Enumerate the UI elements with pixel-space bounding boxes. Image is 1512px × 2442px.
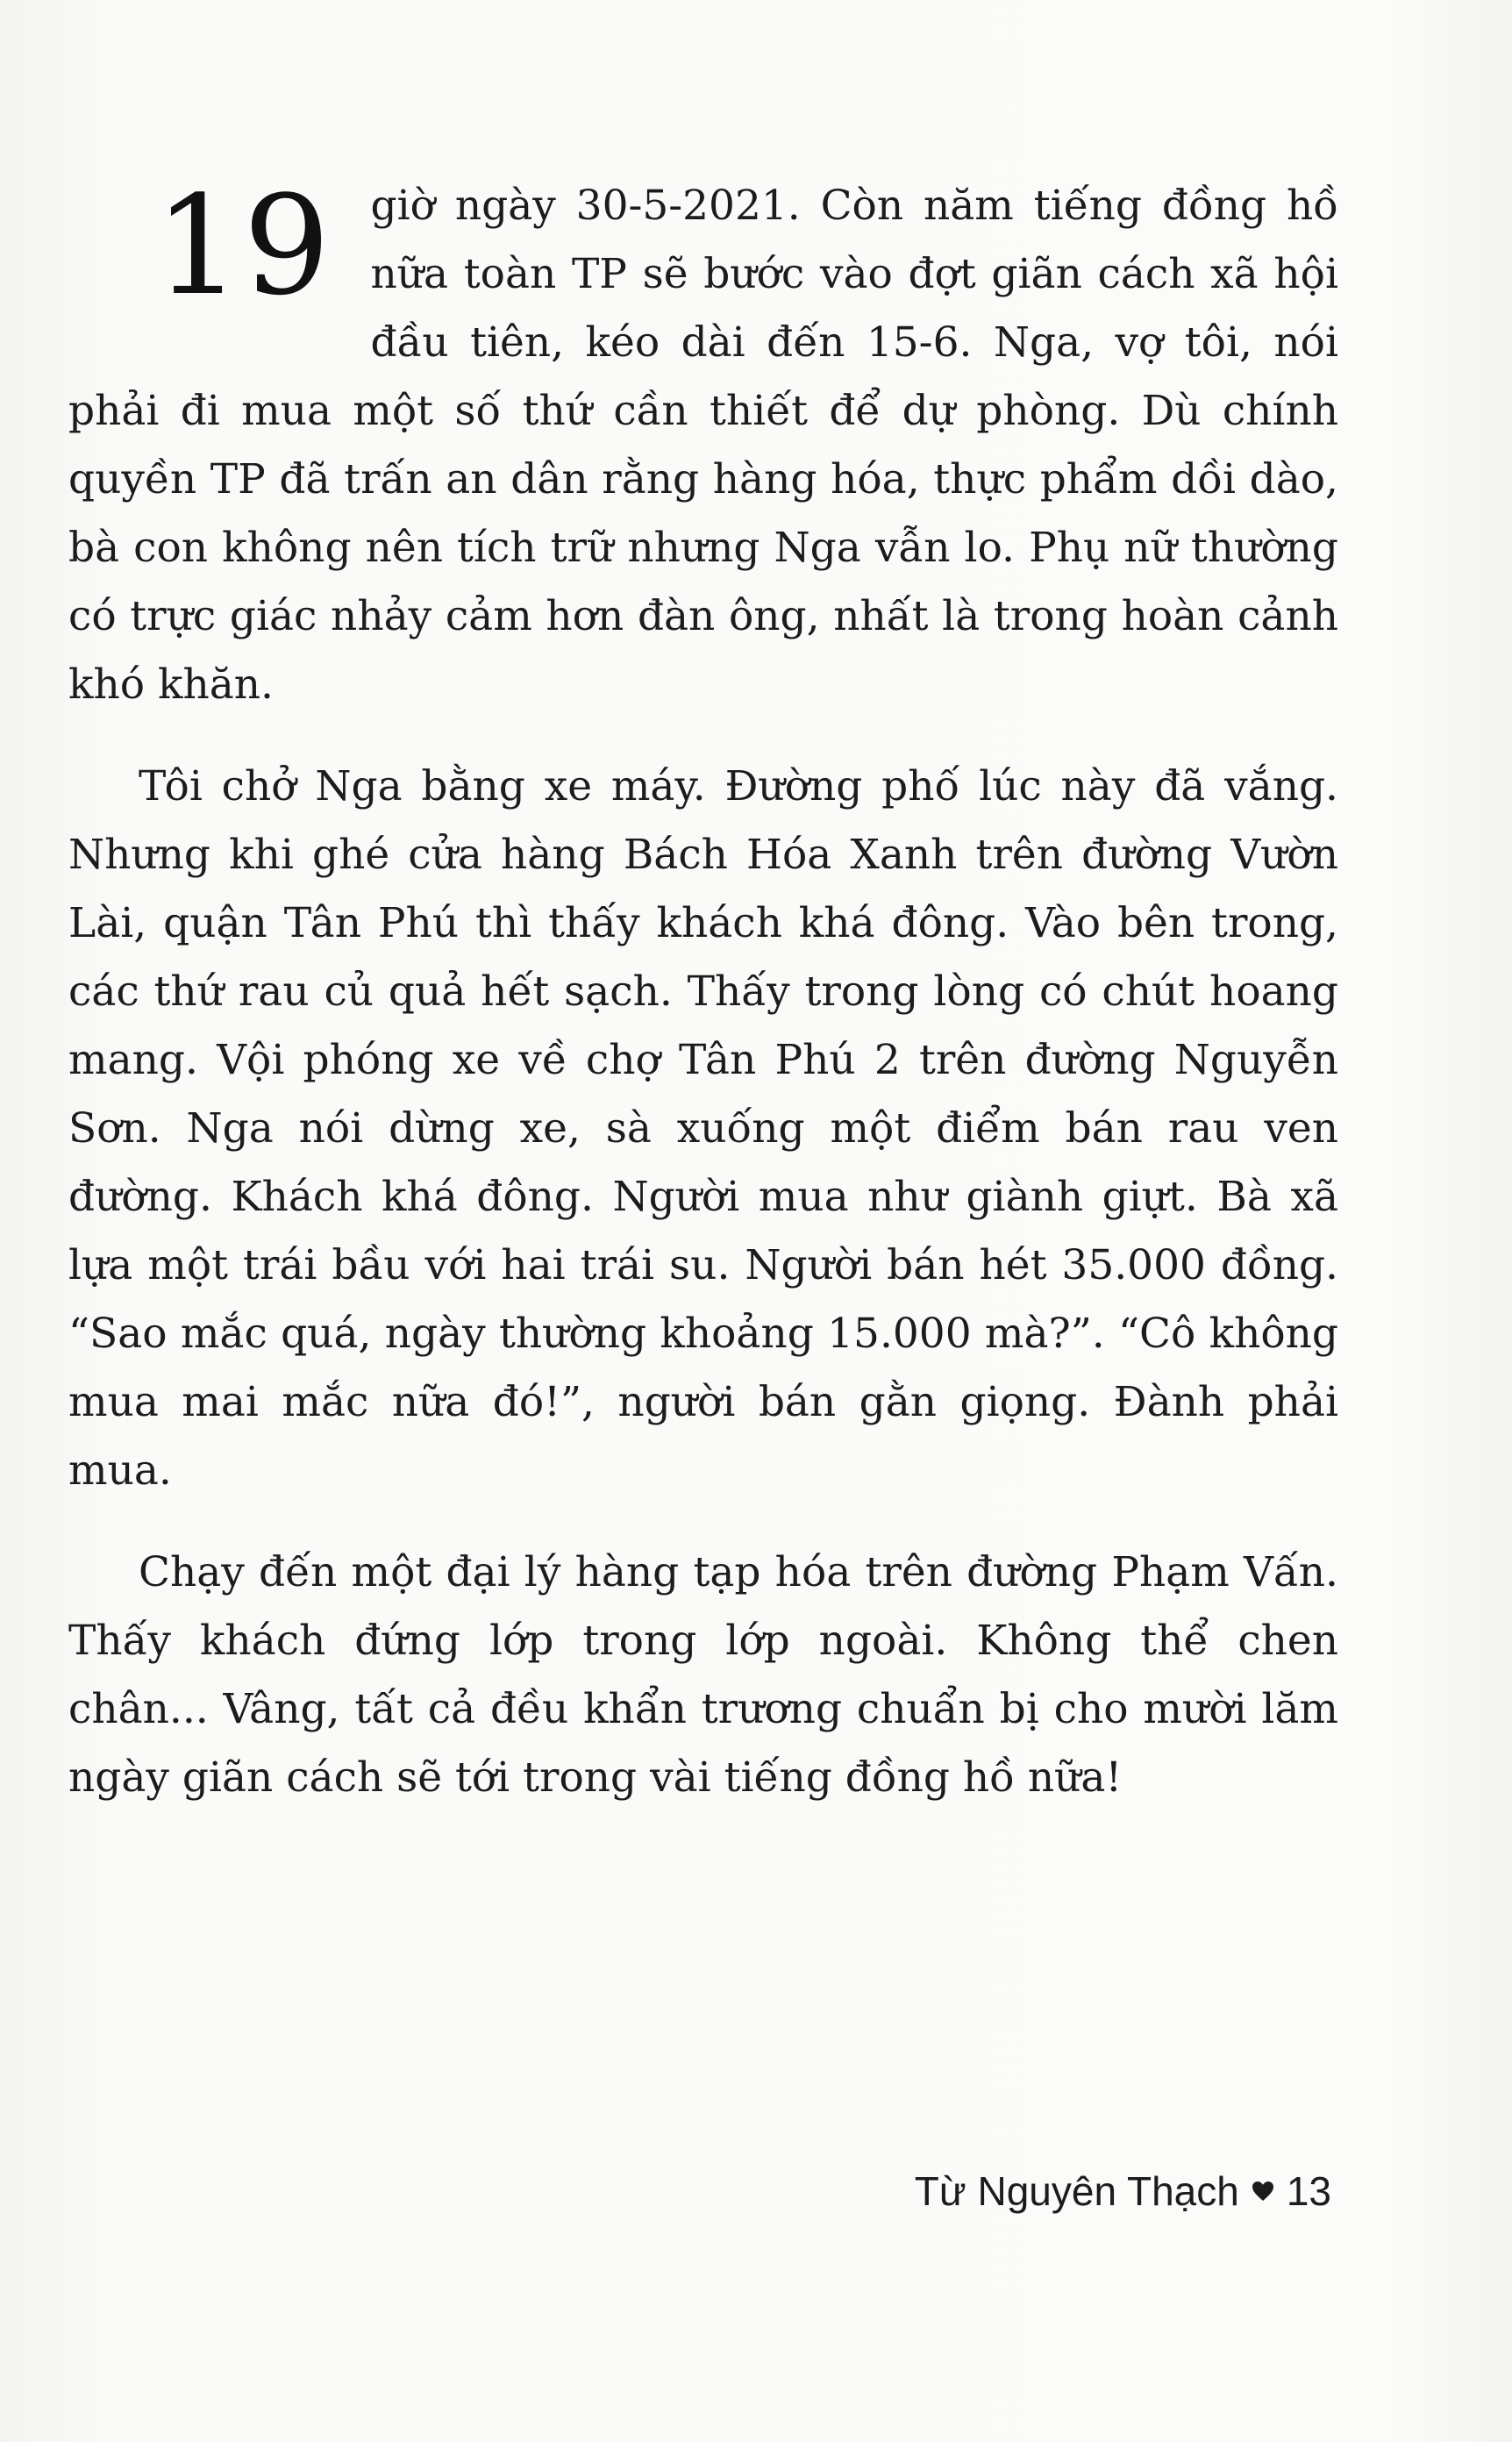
footer-author: Từ Nguyên Thạch [914, 2168, 1239, 2214]
dropcap: 19 [154, 166, 332, 325]
page-number: 13 [1286, 2168, 1331, 2214]
paragraph-1: giờ ngày 30-5-2021. Còn năm tiếng đồng hồ nữa toàn TP sẽ bước vào đợt giãn cách xã hội đầu tiên, kéo dài đến 15-6. Nga, vợ tôi, nói phải đi mua một số thứ cần thiết để dự phòng. Dù chính quyền TP đã trấn an dân rằng hàng hóa, thực phẩm dồi dào, bà con không nên tích trữ nhưng Nga vẫn lo. Phụ nữ thường có trực giác nhảy cảm hơn đàn ông, nhất là trong hoàn cảnh khó khăn. [68, 182, 1338, 709]
paragraph-2: Tôi chở Nga bằng xe máy. Đường phố lúc này đã vắng. Nhưng khi ghé cửa hàng Bách Hóa Xanh trên đường Vườn Lài, quận Tân Phú thì thấy khách khá đông. Vào bên trong, các thứ rau củ quả hết sạch. Thấy trong lòng có chút hoang mang. Vội phóng xe về chợ Tân Phú 2 trên đường Nguyễn Sơn. Nga nói dừng xe, sà xuống một điểm bán rau ven đường. Khách khá đông. Người mua như giành giựt. Bà xã lựa một trái bầu với hai trái su. Người bán hét 35.000 đồng. “Sao mắc quá, ngày thường khoảng 15.000 mà?”. “Cô không mua mai mắc nữa đó!”, người bán gằn giọng. Đành phải mua. [68, 762, 1338, 1495]
body-text [68, 166, 1338, 1812]
page-footer [915, 2165, 1331, 2217]
paragraph-3: Chạy đến một đại lý hàng tạp hóa trên đường Phạm Vấn. Thấy khách đứng lớp trong lớp ngoài. Không thể chen chân... Vâng, tất cả đều khẩn trương chuẩn bị cho mười lăm ngày giãn cách sẽ tới trong vài tiếng đồng hồ nữa! [68, 1548, 1338, 1802]
heart-icon [1252, 2181, 1274, 2202]
